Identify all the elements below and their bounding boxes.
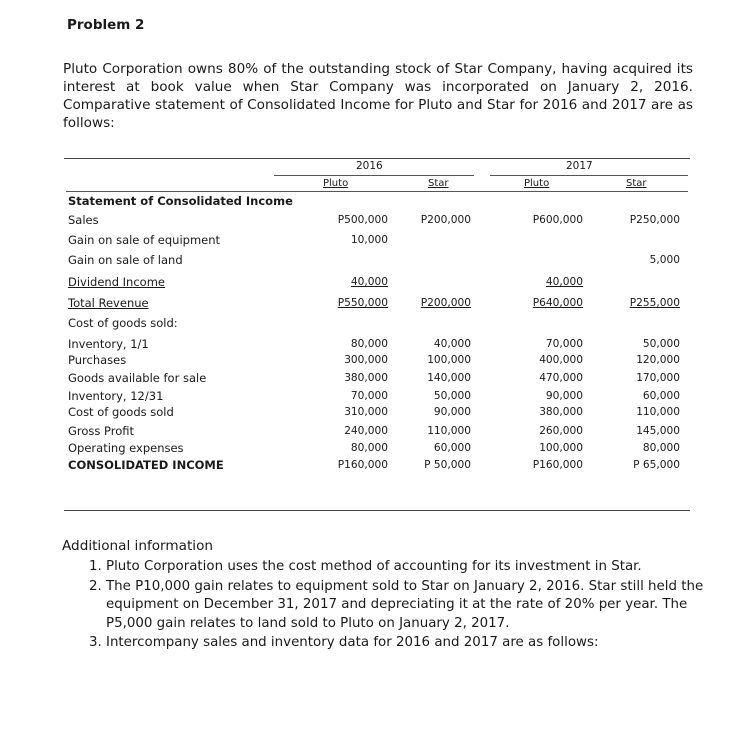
table-cell: P 65,000 xyxy=(633,459,680,471)
table-cell: P 50,000 xyxy=(424,459,471,471)
row-label: Cost of goods sold xyxy=(68,405,174,419)
row-label: Dividend Income xyxy=(68,275,165,289)
row-label: Inventory, 1/1 xyxy=(68,337,149,351)
table-cell: 310,000 xyxy=(344,406,388,418)
col-pluto-2017: Pluto xyxy=(524,178,550,189)
table-cell: 40,000 xyxy=(433,338,471,350)
table-cell: 50,000 xyxy=(433,390,471,402)
list-item: 3. Intercompany sales and inventory data for 2016 and 2017 are as follows: xyxy=(106,634,721,653)
table-cell: P550,000 xyxy=(337,297,388,309)
table-cell: P500,000 xyxy=(337,214,388,226)
additional-info-heading: Additional information xyxy=(62,538,214,554)
table-cell: 70,000 xyxy=(350,390,388,402)
table-cell: P600,000 xyxy=(532,214,583,226)
col-star-2016: Star xyxy=(428,178,449,189)
table-cell: 50,000 xyxy=(642,338,680,350)
table-cell: 100,000 xyxy=(539,442,583,454)
table-top-rule xyxy=(64,158,690,159)
table-cell: P160,000 xyxy=(337,459,388,471)
table-cell: P255,000 xyxy=(629,297,680,309)
table-cell: P200,000 xyxy=(420,214,471,226)
table-cell: 380,000 xyxy=(344,372,388,384)
table-cell: 40,000 xyxy=(350,276,388,288)
row-label: Purchases xyxy=(68,353,127,367)
row-label: Goods available for sale xyxy=(68,371,207,385)
col-star-2017: Star xyxy=(626,178,647,189)
table-cell: 60,000 xyxy=(433,442,471,454)
table-cell: 70,000 xyxy=(545,338,583,350)
additional-info-list xyxy=(80,558,721,654)
table-bottom-rule xyxy=(64,510,690,511)
year-2017-rule xyxy=(490,175,688,176)
table-cell: 80,000 xyxy=(642,442,680,454)
table-cell: 170,000 xyxy=(636,372,680,384)
table-cell: 380,000 xyxy=(539,406,583,418)
row-label: Cost of goods sold: xyxy=(68,316,178,330)
table-cell: P160,000 xyxy=(532,459,583,471)
list-item: 2. The P10,000 gain relates to equipment sold to Star on January 2, 2016. Star still held the equipment on December 31, 2017 and depreciating it at the rate of 20% per year. The P5,000 gain relates to land sold to Pluto on January 2, 2017. xyxy=(106,578,721,634)
header-rule xyxy=(66,191,688,192)
table-cell: 145,000 xyxy=(636,425,680,437)
table-cell: 470,000 xyxy=(539,372,583,384)
table-cell: 140,000 xyxy=(427,372,471,384)
table-cell: 90,000 xyxy=(433,406,471,418)
row-label: Gain on sale of equipment xyxy=(68,233,221,247)
table-cell: 10,000 xyxy=(350,234,388,246)
intro-paragraph: Pluto Corporation owns 80% of the outstanding stock of Star Company, having acquired its interest at book value when Star Company was incorporated on January 2, 2016. Comparative statement of Consolidated Income for Pluto and Star for 2016 and 2017 are as follows: xyxy=(63,61,693,131)
table-cell: P250,000 xyxy=(629,214,680,226)
table-cell: 260,000 xyxy=(539,425,583,437)
table-cell: P200,000 xyxy=(420,297,471,309)
row-label: Inventory, 12/31 xyxy=(68,389,164,403)
table-cell: 100,000 xyxy=(427,354,471,366)
row-label: Sales xyxy=(68,213,99,227)
col-pluto-2016: Pluto xyxy=(323,178,349,189)
table-cell: 120,000 xyxy=(636,354,680,366)
table-cell: P640,000 xyxy=(532,297,583,309)
year-2016-rule xyxy=(274,175,474,176)
table-cell: 5,000 xyxy=(649,254,680,266)
statement-label: Statement of Consolidated Income xyxy=(68,194,293,208)
table-cell: 90,000 xyxy=(545,390,583,402)
table-cell: 80,000 xyxy=(350,338,388,350)
table-cell: 40,000 xyxy=(545,276,583,288)
table-cell: 300,000 xyxy=(344,354,388,366)
row-label: Gross Profit xyxy=(68,424,135,438)
table-cell: 240,000 xyxy=(344,425,388,437)
problem-title: Problem 2 xyxy=(67,17,145,33)
list-item: 1. Pluto Corporation uses the cost method of accounting for its investment in Star. xyxy=(106,558,721,577)
row-label: Total Revenue xyxy=(68,296,149,310)
table-cell: 400,000 xyxy=(539,354,583,366)
table-cell: 60,000 xyxy=(642,390,680,402)
row-label: CONSOLIDATED INCOME xyxy=(68,458,224,472)
year-2017: 2017 xyxy=(566,160,593,172)
row-label: Gain on sale of land xyxy=(68,253,183,267)
table-cell: 110,000 xyxy=(636,406,680,418)
year-2016: 2016 xyxy=(356,160,383,172)
table-cell: 80,000 xyxy=(350,442,388,454)
table-cell: 110,000 xyxy=(427,425,471,437)
row-label: Operating expenses xyxy=(68,441,184,455)
